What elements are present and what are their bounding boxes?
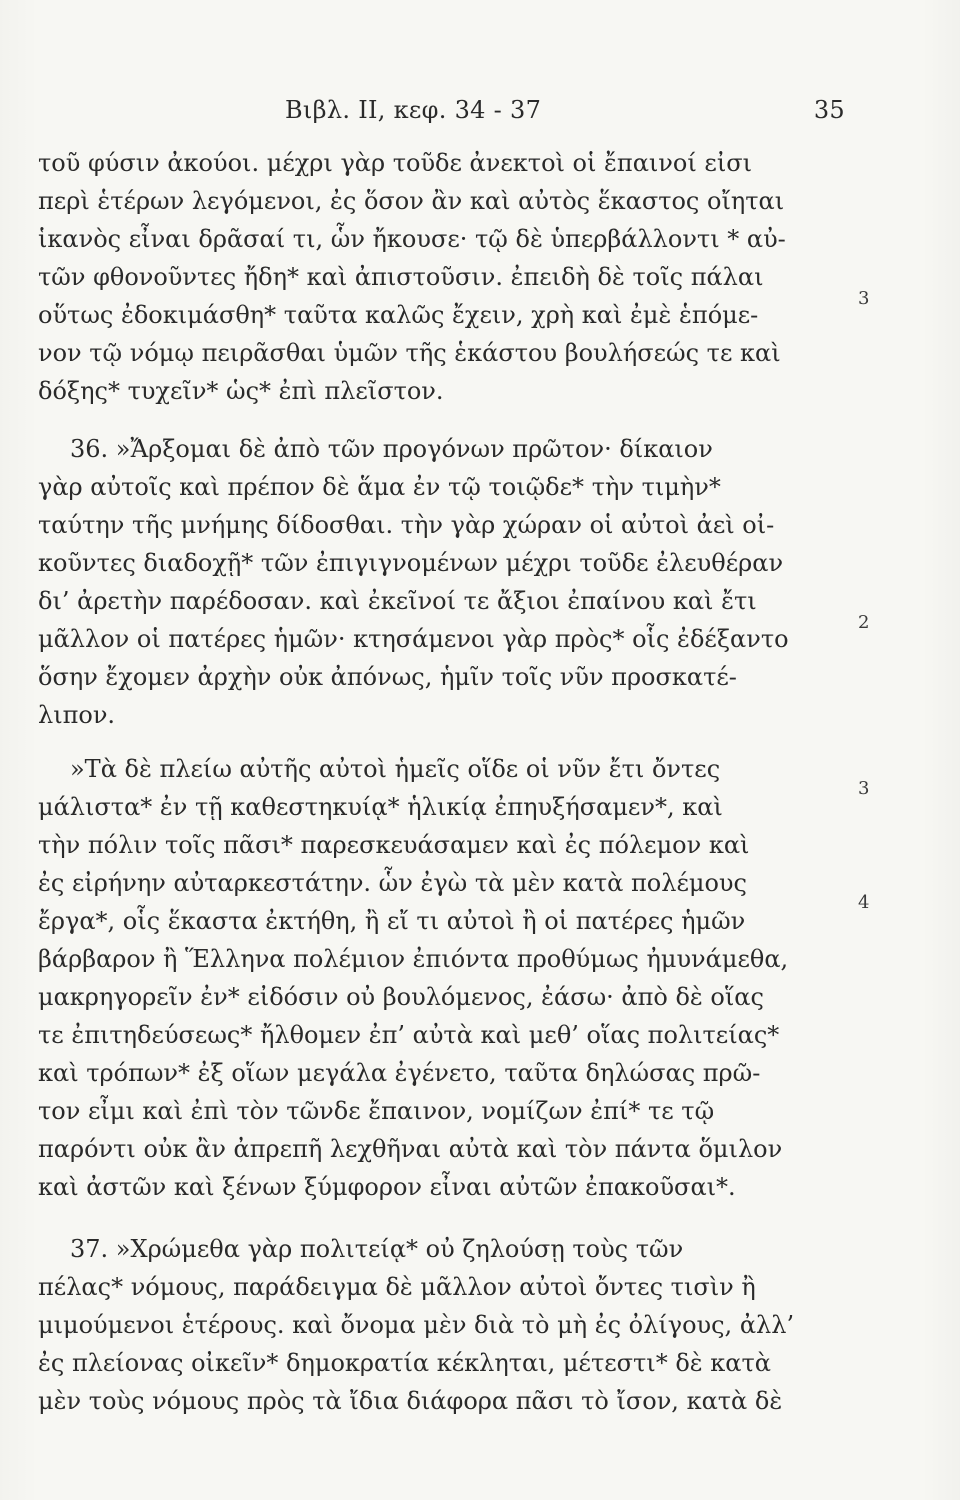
margin-section-number: 4 — [858, 892, 870, 913]
text-line: τοῦ φύσιν ἀκούοι. μέχρι γὰρ τοῦδε ἀνεκτοὶ οἱ ἔπαινοί εἰσι — [38, 149, 753, 177]
text-line: νον τῷ νόμῳ πειρᾶσθαι ὑμῶν τῆς ἑκάστου βουλήσεώς τε καὶ — [38, 339, 781, 367]
text-line: μὲν τοὺς νόμους πρὸς τὰ ἴδια διάφορα πᾶσι τὸ ἴσον, κατὰ δὲ — [38, 1387, 783, 1415]
text-line: γὰρ αὐτοῖς καὶ πρέπον δὲ ἅμα ἐν τῷ τοιῷδε* τὴν τιμὴν* — [38, 473, 721, 501]
margin-section-number: 3 — [858, 288, 870, 309]
text-line: οὕτως ἐδοκιμάσθη* ταῦτα καλῶς ἔχειν, χρὴ καὶ ἐμὲ ἑπόμε- — [38, 301, 759, 329]
running-head: Βιβλ. II, κεφ. 34 - 37 — [285, 96, 542, 124]
text-line: δι’ ἀρετὴν παρέδοσαν. καὶ ἐκεῖνοί τε ἄξιοι ἐπαίνου καὶ ἔτι — [38, 587, 757, 615]
page-header — [285, 96, 845, 136]
text-line: 36. »Ἄρξομαι δὲ ἀπὸ τῶν προγόνων πρῶτον· δίκαιον — [70, 435, 713, 463]
text-line: 37. »Χρώμεθα γὰρ πολιτείᾳ* οὐ ζηλούσῃ τοὺς τῶν — [70, 1235, 684, 1263]
text-line: ἱκανὸς εἶναι δρᾶσαί τι, ὧν ἤκουσε· τῷ δὲ ὑπερβάλλοντι * αὐ- — [38, 225, 786, 253]
text-line: μιμούμενοι ἑτέρους. καὶ ὄνομα μὲν διὰ τὸ μὴ ἐς ὀλίγους, ἀλλ’ — [38, 1311, 795, 1339]
text-line: ὅσην ἔχομεν ἀρχὴν οὐκ ἀπόνως, ἡμῖν τοῖς νῦν προσκατέ- — [38, 663, 737, 691]
margin-section-number: 3 — [858, 778, 870, 799]
text-line: ἐς εἰρήνην αὐταρκεστάτην. ὧν ἐγὼ τὰ μὲν κατὰ πολέμους — [38, 869, 747, 897]
text-line: βάρβαρον ἢ Ἕλληνα πολέμιον ἐπιόντα προθύμως ἠμυνάμεθα, — [38, 945, 789, 973]
text-line: τὴν πόλιν τοῖς πᾶσι* παρεσκευάσαμεν καὶ ἐς πόλεμον καὶ — [38, 831, 750, 859]
text-line: τῶν φθονοῦντες ἤδη* καὶ ἀπιστοῦσιν. ἐπειδὴ δὲ τοῖς πάλαι — [38, 263, 764, 291]
text-line: μᾶλλον οἱ πατέρες ἡμῶν· κτησάμενοι γὰρ πρὸς* οἷς ἐδέξαντο — [38, 625, 789, 653]
text-line: παρόντι οὐκ ἂν ἀπρεπῆ λεχθῆναι αὐτὰ καὶ τὸν πάντα ὅμιλον — [38, 1135, 783, 1163]
text-line: δόξης* τυχεῖν* ὡς* ἐπὶ πλεῖστον. — [38, 377, 444, 405]
text-line: καὶ τρόπων* ἐξ οἵων μεγάλα ἐγένετο, ταῦτα δηλώσας πρῶ- — [38, 1059, 761, 1087]
text-line: τον εἶμι καὶ ἐπὶ τὸν τῶνδε ἔπαινον, νομίζων ἐπί* τε τῷ — [38, 1097, 715, 1125]
text-line: καὶ ἀστῶν καὶ ξένων ξύμφορον εἶναι αὐτῶν ἐπακοῦσαι*. — [38, 1173, 736, 1201]
text-line: μακρηγορεῖν ἐν* εἰδόσιν οὐ βουλόμενος, ἐάσω· ἀπὸ δὲ οἵας — [38, 983, 764, 1011]
text-line: τε ἐπιτηδεύσεως* ἤλθομεν ἐπ’ αὐτὰ καὶ μεθ’ οἵας πολιτείας* — [38, 1021, 780, 1049]
text-line: περὶ ἑτέρων λεγόμενοι, ἐς ὅσον ἂν καὶ αὐτὸς ἕκαστος οἴηται — [38, 187, 785, 215]
text-line: ἔργα*, οἷς ἕκαστα ἐκτήθη, ἢ εἴ τι αὐτοὶ ἢ οἱ πατέρες ἡμῶν — [38, 907, 746, 935]
text-line: »Τὰ δὲ πλείω αὐτῆς αὐτοὶ ἡμεῖς οἵδε οἱ νῦν ἔτι ὄντες — [70, 755, 721, 783]
text-line: λιπον. — [38, 701, 116, 729]
text-line: κοῦντες διαδοχῇ* τῶν ἐπιγιγνομένων μέχρι τοῦδε ἐλευθέραν — [38, 549, 784, 577]
page-number: 35 — [813, 96, 845, 124]
text-line: πέλας* νόμους, παράδειγμα δὲ μᾶλλον αὐτοὶ ὄντες τισὶν ἢ — [38, 1273, 756, 1301]
margin-section-number: 2 — [858, 612, 870, 633]
text-line: ταύτην τῆς μνήμης δίδοσθαι. τὴν γὰρ χώραν οἱ αὐτοὶ ἀεὶ οἰ- — [38, 511, 775, 539]
text-line: ἐς πλείονας οἰκεῖν* δημοκρατία κέκληται, μέτεστι* δὲ κατὰ — [38, 1349, 771, 1377]
text-line: μάλιστα* ἐν τῇ καθεστηκυίᾳ* ἡλικίᾳ ἐπηυξήσαμεν*, καὶ — [38, 793, 723, 821]
